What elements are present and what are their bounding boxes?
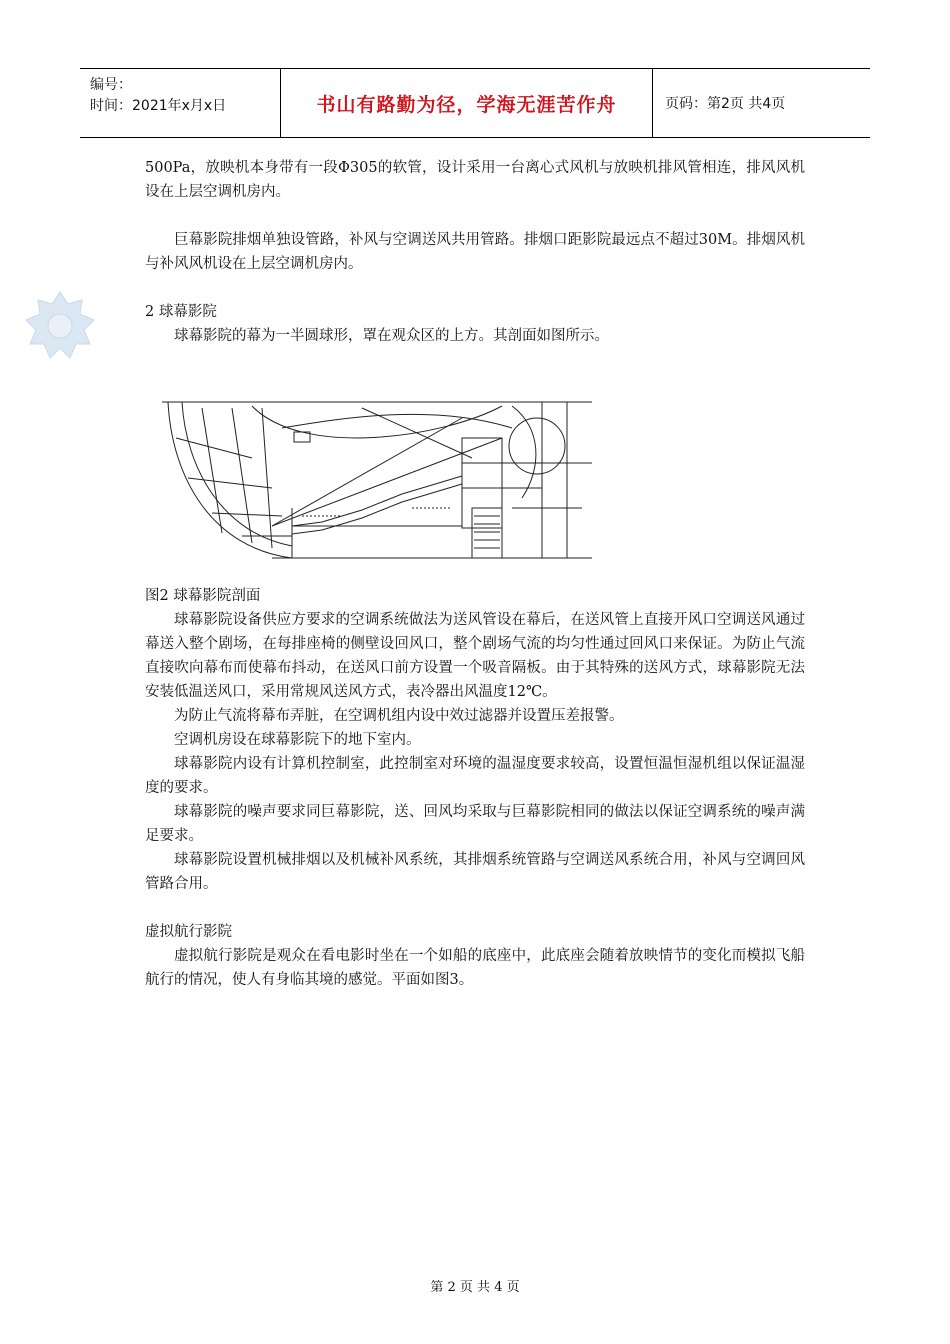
paragraph: 虚拟航行影院是观众在看电影时坐在一个如船的底座中，此底座会随着放映情节的变化而模拟飞船航行的情况，使人有身临其境的感觉。平面如图3。 xyxy=(145,948,805,988)
paragraph: 为防止气流将幕布弄脏，在空调机组内设中效过滤器并设置压差报警。 xyxy=(174,708,624,724)
section-heading: 虚拟航行影院 xyxy=(145,924,232,940)
page-footer: 第 2 页 共 4 页 xyxy=(430,1280,520,1295)
figure-caption: 图2 球幕影院剖面 xyxy=(145,588,261,604)
number-label: 编号： xyxy=(90,77,132,93)
paragraph: 球幕影院内设有计算机控制室，此控制室对环境的温湿度要求较高，设置恒温恒湿机组以保证温湿度的要求。 xyxy=(145,756,805,796)
header-meta xyxy=(80,69,281,137)
paragraph: 巨幕影院排烟单独设管路，补风与空调送风共用管路。排烟口距影院最远点不超过30M。排烟风机与补风风机设在上层空调机房内。 xyxy=(145,232,805,272)
section-heading: 2 球幕影院 xyxy=(145,304,217,320)
header-motto: 书山有路勤为径，学海无涯苦作舟 xyxy=(281,69,653,137)
dome-theater-section-drawing xyxy=(162,398,592,564)
date-label: 时间：2021年x月x日 xyxy=(90,98,227,114)
paragraph: 球幕影院设置机械排烟以及机械补风系统，其排烟系统管路与空调送风系统合用，补风与空调回风管路合用。 xyxy=(145,852,805,892)
paragraph: 500Pa，放映机本身带有一段Φ305的软管，设计采用一台离心式风机与放映机排风管相连，排风风机设在上层空调机房内。 xyxy=(145,160,805,200)
paragraph: 球幕影院设备供应方要求的空调系统做法为送风管设在幕后，在送风管上直接开风口空调送风通过幕送入整个剧场，在每排座椅的侧壁设回风口，整个剧场气流的均匀性通过回风口来保证。为防止气流直接吹向幕布而使幕布抖动，在送风口前方设置一个吸音隔板。由于其特殊的送风方式，球幕影院无法安装低温送风口，采用常规风送风方式，表冷器出风温度12℃。 xyxy=(145,612,805,700)
paragraph: 球幕影院的噪声要求同巨幕影院，送、回风均采取与巨幕影院相同的做法以保证空调系统的噪声满足要求。 xyxy=(145,804,805,844)
paragraph: 空调机房设在球幕影院下的地下室内。 xyxy=(174,732,421,748)
header-page-info: 页码：第2页 共4页 xyxy=(665,96,786,112)
header-table xyxy=(80,68,870,138)
body-text-bottom xyxy=(145,608,805,992)
paragraph: 球幕影院的幕为一半圆球形，罩在观众区的上方。其剖面如图所示。 xyxy=(174,328,609,344)
snowflake-watermark-icon xyxy=(24,290,96,362)
body-text-top xyxy=(145,156,805,348)
